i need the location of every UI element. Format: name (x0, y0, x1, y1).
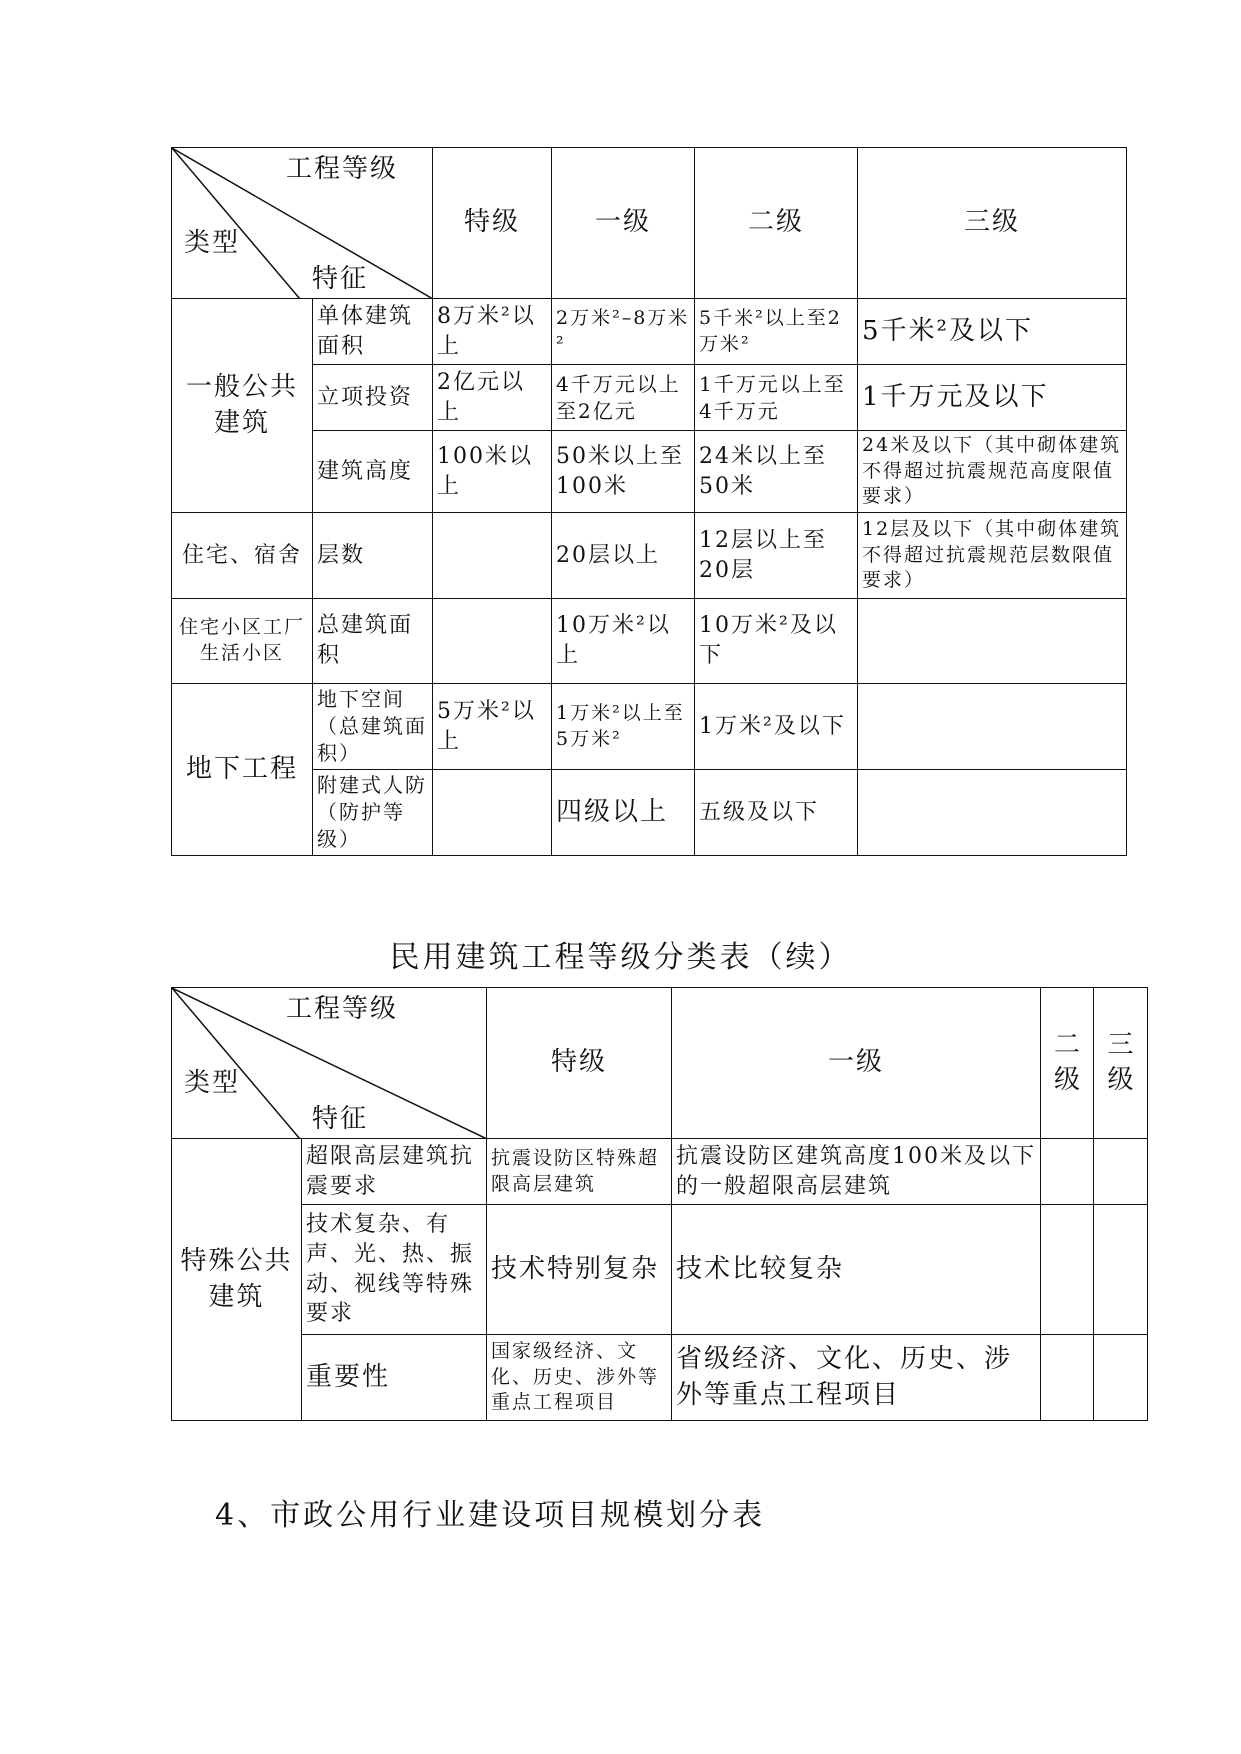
level-second: 二级 (695, 148, 858, 299)
special-cell: 8万米²以上 (433, 299, 552, 365)
special-cell (433, 770, 552, 856)
special-cell: 抗震设防区特殊超限高层建筑 (487, 1139, 672, 1205)
level-first: 一级 (552, 148, 695, 299)
third-cell: 5千米²及以下 (858, 299, 1127, 365)
second-cell (1041, 1139, 1094, 1205)
first-cell: 4千万元以上至2亿元 (552, 365, 695, 431)
feature-cell: 重要性 (302, 1335, 487, 1421)
first-cell: 技术比较复杂 (672, 1205, 1041, 1335)
type-special-public: 特殊公共建筑 (172, 1139, 302, 1421)
special-cell (433, 513, 552, 599)
special-cell: 国家级经济、文化、历史、涉外等重点工程项目 (487, 1335, 672, 1421)
first-cell: 50米以上至100米 (552, 431, 695, 513)
feature-cell: 总建筑面积 (313, 599, 433, 684)
type-residential: 住宅、宿舍 (172, 513, 313, 599)
special-cell: 100米以上 (433, 431, 552, 513)
level-special: 特级 (487, 988, 672, 1139)
type-label: 类型 (184, 1068, 241, 1098)
type-label: 类型 (184, 228, 241, 258)
grade-table-2 (171, 987, 1148, 1421)
grade-label: 工程等级 (286, 994, 399, 1024)
level-first: 一级 (672, 988, 1041, 1139)
feature-cell: 附建式人防（防护等级） (313, 770, 433, 856)
first-cell: 10万米²以上 (552, 599, 695, 684)
special-cell: 5万米²以上 (433, 684, 552, 770)
third-cell (858, 684, 1127, 770)
second-cell (1041, 1335, 1094, 1421)
feature-cell: 层数 (313, 513, 433, 599)
first-cell: 省级经济、文化、历史、涉外等重点工程项目 (672, 1335, 1041, 1421)
special-cell (433, 599, 552, 684)
feature-label: 特征 (312, 1104, 369, 1134)
second-cell: 5千米²以上至2万米² (695, 299, 858, 365)
third-cell (1094, 1139, 1148, 1205)
second-cell: 24米以上至50米 (695, 431, 858, 513)
third-cell (1094, 1205, 1148, 1335)
type-underground: 地下工程 (172, 684, 313, 856)
first-cell: 1万米²以上至5万米² (552, 684, 695, 770)
first-cell: 四级以上 (552, 770, 695, 856)
first-cell: 2万米²–8万米² (552, 299, 695, 365)
grade-table-1 (171, 147, 1127, 856)
third-cell: 24米及以下（其中砌体建筑不得超过抗震规范高度限值要求） (858, 431, 1127, 513)
feature-cell: 超限高层建筑抗震要求 (302, 1139, 487, 1205)
second-cell: 12层以上至20层 (695, 513, 858, 599)
feature-cell: 建筑高度 (313, 431, 433, 513)
level-third: 三级 (858, 148, 1127, 299)
type-general-public: 一般公共建筑 (172, 299, 313, 513)
second-cell (1041, 1205, 1094, 1335)
type-residential-district: 住宅小区工厂生活小区 (172, 599, 313, 684)
level-third: 三级 (1094, 988, 1148, 1139)
level-second: 二级 (1041, 988, 1094, 1139)
table-2-title: 民用建筑工程等级分类表（续） (389, 940, 852, 975)
special-cell: 技术特别复杂 (487, 1205, 672, 1335)
section-4-heading: 4、市政公用行业建设项目规模划分表 (215, 1498, 766, 1533)
special-cell: 2亿元以上 (433, 365, 552, 431)
feature-cell: 单体建筑面积 (313, 299, 433, 365)
feature-cell: 技术复杂、有声、光、热、振动、视线等特殊要求 (302, 1205, 487, 1335)
first-cell: 抗震设防区建筑高度100米及以下的一般超限高层建筑 (672, 1139, 1041, 1205)
second-cell: 1千万元以上至4千万元 (695, 365, 858, 431)
grade-label: 工程等级 (286, 154, 399, 184)
diagonal-header-cell (172, 988, 487, 1139)
second-cell: 五级及以下 (695, 770, 858, 856)
second-cell: 1万米²及以下 (695, 684, 858, 770)
feature-label: 特征 (312, 264, 369, 294)
third-cell (858, 770, 1127, 856)
third-cell: 1千万元及以下 (858, 365, 1127, 431)
level-special: 特级 (433, 148, 552, 299)
feature-cell: 地下空间（总建筑面积） (313, 684, 433, 770)
third-cell (1094, 1335, 1148, 1421)
second-cell: 10万米²及以下 (695, 599, 858, 684)
third-cell: 12层及以下（其中砌体建筑不得超过抗震规范层数限值要求） (858, 513, 1127, 599)
feature-cell: 立项投资 (313, 365, 433, 431)
diagonal-header-cell (172, 148, 433, 299)
third-cell (858, 599, 1127, 684)
first-cell: 20层以上 (552, 513, 695, 599)
